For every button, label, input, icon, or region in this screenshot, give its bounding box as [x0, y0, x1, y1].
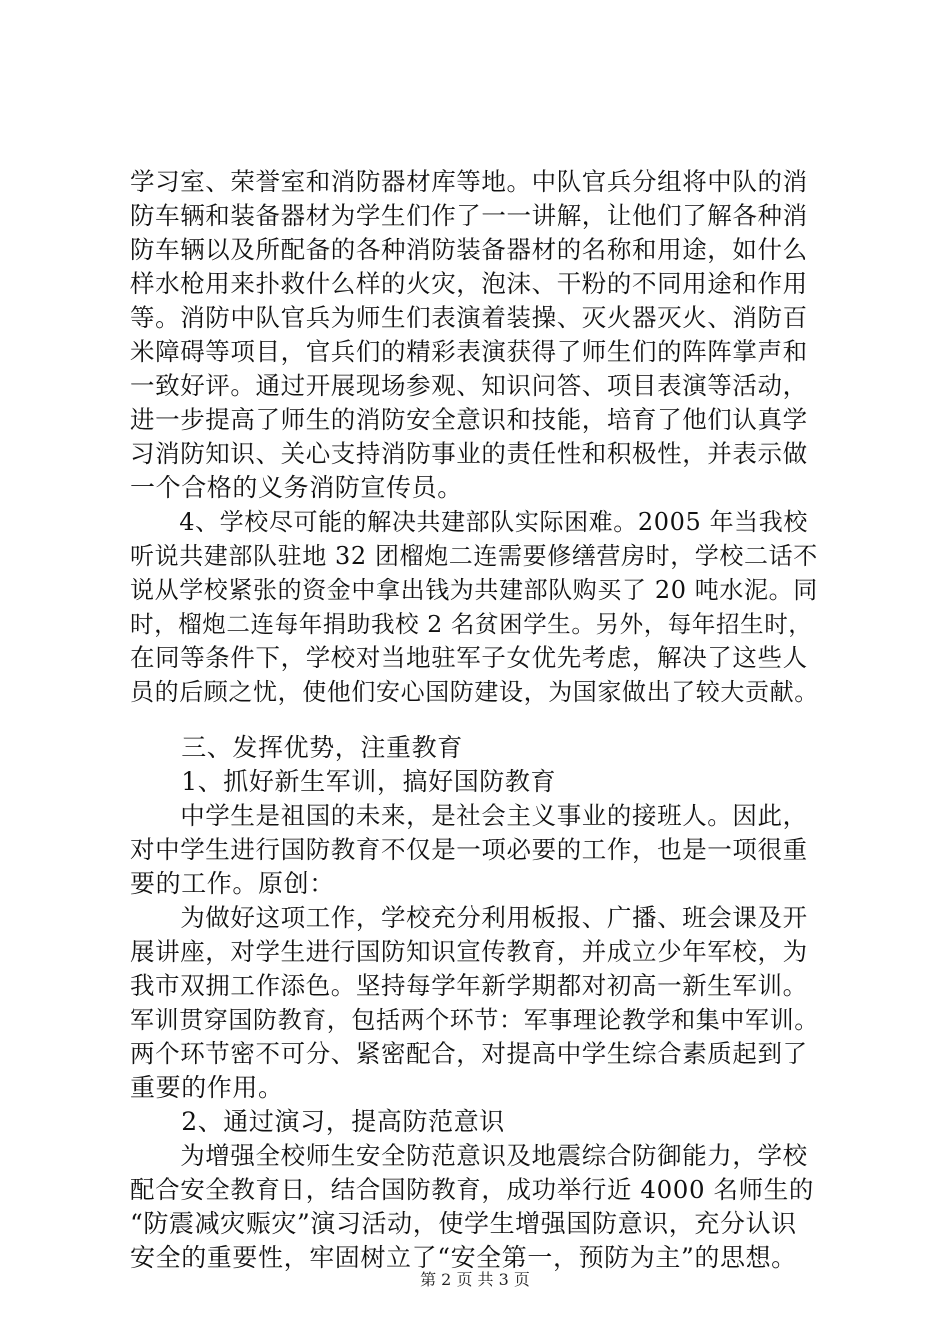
body-line: 要的工作。原创：	[130, 869, 335, 898]
body-line: 为增强全校师生安全防范意识及地震综合防御能力，学校	[130, 1141, 808, 1170]
subsection-heading: 2、通过演习，提高防范意识	[130, 1107, 505, 1136]
body-line: 为做好这项工作，学校充分利用板报、广播、班会课及开	[130, 903, 808, 932]
body-line: 学习室、荣誉室和消防器材库等地。中队官兵分组将中队的消	[130, 167, 808, 196]
body-line: 习消防知识、关心支持消防事业的责任性和积极性，并表示做	[130, 439, 808, 468]
body-line: 时，榴炮二连每年捐助我校 2 名贫困学生。另外，每年招生时，	[130, 610, 813, 638]
body-line: 我市双拥工作添色。坚持每学年新学期都对初高一新生军训。	[130, 971, 808, 1000]
body-line: “防震减灾赈灾”演习活动，使学生增强国防意识，充分认识	[130, 1209, 797, 1238]
body-line: 进一步提高了师生的消防安全意识和技能，培育了他们认真学	[130, 405, 808, 434]
body-line: 对中学生进行国防教育不仅是一项必要的工作，也是一项很重	[130, 835, 808, 864]
body-line: 展讲座，对学生进行国防知识宣传教育，并成立少年军校，为	[130, 937, 808, 966]
body-line: 样水枪用来扑救什么样的火灾，泡沫、干粉的不同用途和作用	[130, 269, 808, 298]
page-number-footer: 第 2 页 共 3 页	[420, 1270, 530, 1289]
body-line: 等。消防中队官兵为师生们表演着装操、灭火器灭火、消防百	[130, 303, 808, 332]
body-line: 听说共建部队驻地 32 团榴炮二连需要修缮营房时，学校二话不	[130, 542, 818, 570]
subsection-heading: 1、抓好新生军训，搞好国防教育	[130, 767, 557, 796]
body-line: 一个合格的义务消防宣传员。	[130, 473, 463, 502]
body-line: 防车辆和装备器材为学生们作了一一讲解，让他们了解各种消	[130, 201, 808, 230]
body-line: 4、学校尽可能的解决共建部队实际困难。2005 年当我校	[130, 508, 808, 536]
body-line: 军训贯穿国防教育，包括两个环节：军事理论教学和集中军训。	[130, 1006, 819, 1034]
body-line: 安全的重要性，牢固树立了“安全第一，预防为主”的思想。	[130, 1243, 797, 1272]
body-line: 米障碍等项目，官兵们的精彩表演获得了师生们的阵阵掌声和	[130, 337, 808, 366]
body-line: 说从学校紧张的资金中拿出钱为共建部队购买了 20 吨水泥。同	[130, 576, 818, 604]
body-line: 员的后顾之忧，使他们安心国防建设，为国家做出了较大贡献。	[130, 678, 819, 706]
body-line: 配合安全教育日，结合国防教育，成功举行近 4000 名师生的	[130, 1175, 814, 1204]
body-line: 在同等条件下，学校对当地驻军子女优先考虑，解决了这些人	[130, 643, 808, 672]
body-line: 中学生是祖国的未来，是社会主义事业的接班人。因此，	[130, 801, 808, 830]
body-line: 重要的作用。	[130, 1073, 284, 1102]
body-line: 防车辆以及所配备的各种消防装备器材的名称和用途，如什么	[130, 235, 808, 264]
body-line: 两个环节密不可分、紧密配合，对提高中学生综合素质起到了	[130, 1039, 808, 1068]
body-line: 一致好评。通过开展现场参观、知识问答、项目表演等活动，	[130, 371, 808, 400]
section-heading: 三、发挥优势，注重教育	[130, 733, 463, 762]
